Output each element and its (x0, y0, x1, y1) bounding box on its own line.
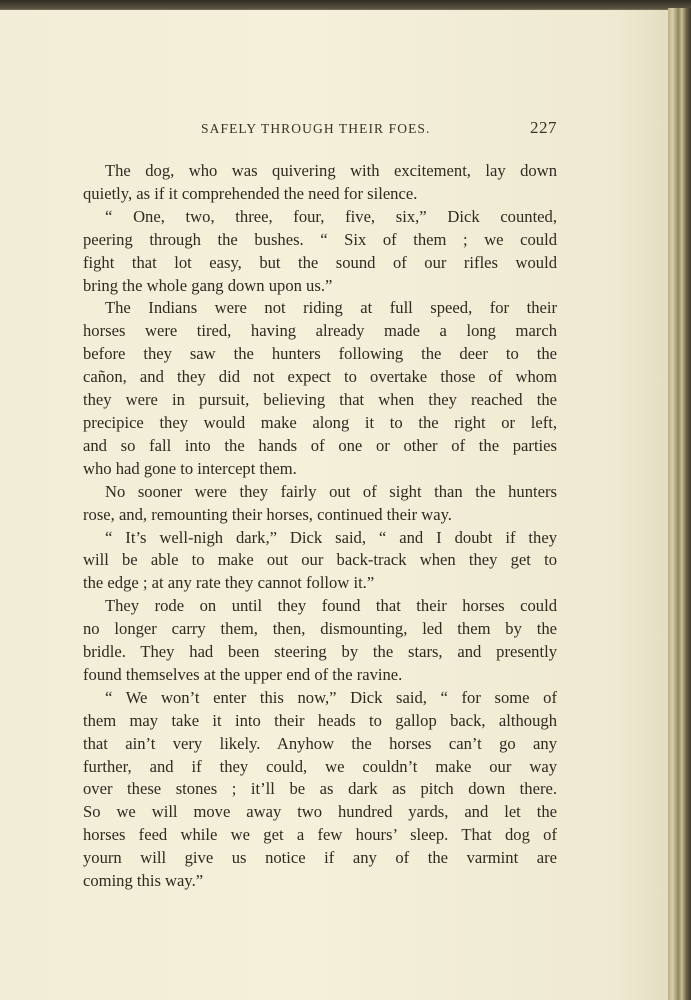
text-line: no longer carry them, then, dismounting, led them by the (83, 619, 557, 639)
text-line: “ One, two, three, four, five, six,” Dick counted, (105, 206, 557, 226)
text-line: before they saw the hunters following the deer to the (83, 344, 557, 364)
text-line: yourn will give us notice if any of the varmint are (83, 848, 557, 868)
text-line: will be able to make out our back-track when they get to (83, 550, 557, 570)
text-line: coming this way.” (83, 871, 204, 891)
text-line: peering through the bushes. “ Six of them ; we could (83, 229, 557, 249)
text-line: precipice they would make along it to the right or left, (83, 412, 557, 432)
text-line: horses feed while we get a few hours’ sleep. That dog of (83, 825, 557, 845)
text-line: and so fall into the hands of one or other of the parties (83, 435, 557, 455)
text-line: No sooner were they fairly out of sight than the hunters (105, 481, 557, 501)
text-line: The dog, who was quivering with excitement, lay down (105, 161, 557, 180)
text-line: The Indians were not riding at full speed, for their (105, 298, 557, 318)
text-line: “ We won’t enter this now,” Dick said, “ for some of (105, 687, 557, 707)
text-line: “ It’s well-nigh dark,” Dick said, “ and I doubt if they (105, 527, 557, 547)
text-line: that ain’t very likely. Anyhow the horses can’t go any (83, 733, 557, 753)
text-line: bridle. They had been steering by the stars, and presently (83, 642, 557, 662)
text-line: who had gone to intercept them. (83, 458, 297, 478)
text-line: rose, and, remounting their horses, continued their way. (83, 504, 452, 524)
text-line: They rode on until they found that their horses could (105, 596, 557, 616)
page-right-edge (668, 8, 691, 1000)
body-text (83, 160, 557, 893)
text-line: they were in pursuit, believing that when they reached the (83, 390, 557, 410)
text-line: horses were tired, having already made a long march (83, 321, 557, 341)
text-line: found themselves at the upper end of the ravine. (83, 664, 403, 684)
text-line: over these stones ; it’ll be as dark as pitch down there. (83, 779, 557, 799)
running-title: SAFELY THROUGH THEIR FOES. (201, 121, 431, 136)
text-line: bring the whole gang down upon us.” (83, 275, 333, 295)
text-line: further, and if they could, we couldn’t make our way (83, 756, 557, 776)
text-line: fight that lot easy, but the sound of our rifles would (83, 252, 557, 272)
text-line: quietly, as if it comprehended the need for silence. (83, 183, 418, 203)
text-line: them may take it into their heads to gallop back, although (83, 710, 557, 730)
text-line: cañon, and they did not expect to overtake those of whom (83, 367, 557, 387)
page-header (83, 118, 557, 141)
text-line: the edge ; at any rate they cannot follow it.” (83, 573, 375, 593)
text-line: So we will move away two hundred yards, and let the (83, 802, 557, 822)
page-number: 227 (530, 118, 557, 137)
